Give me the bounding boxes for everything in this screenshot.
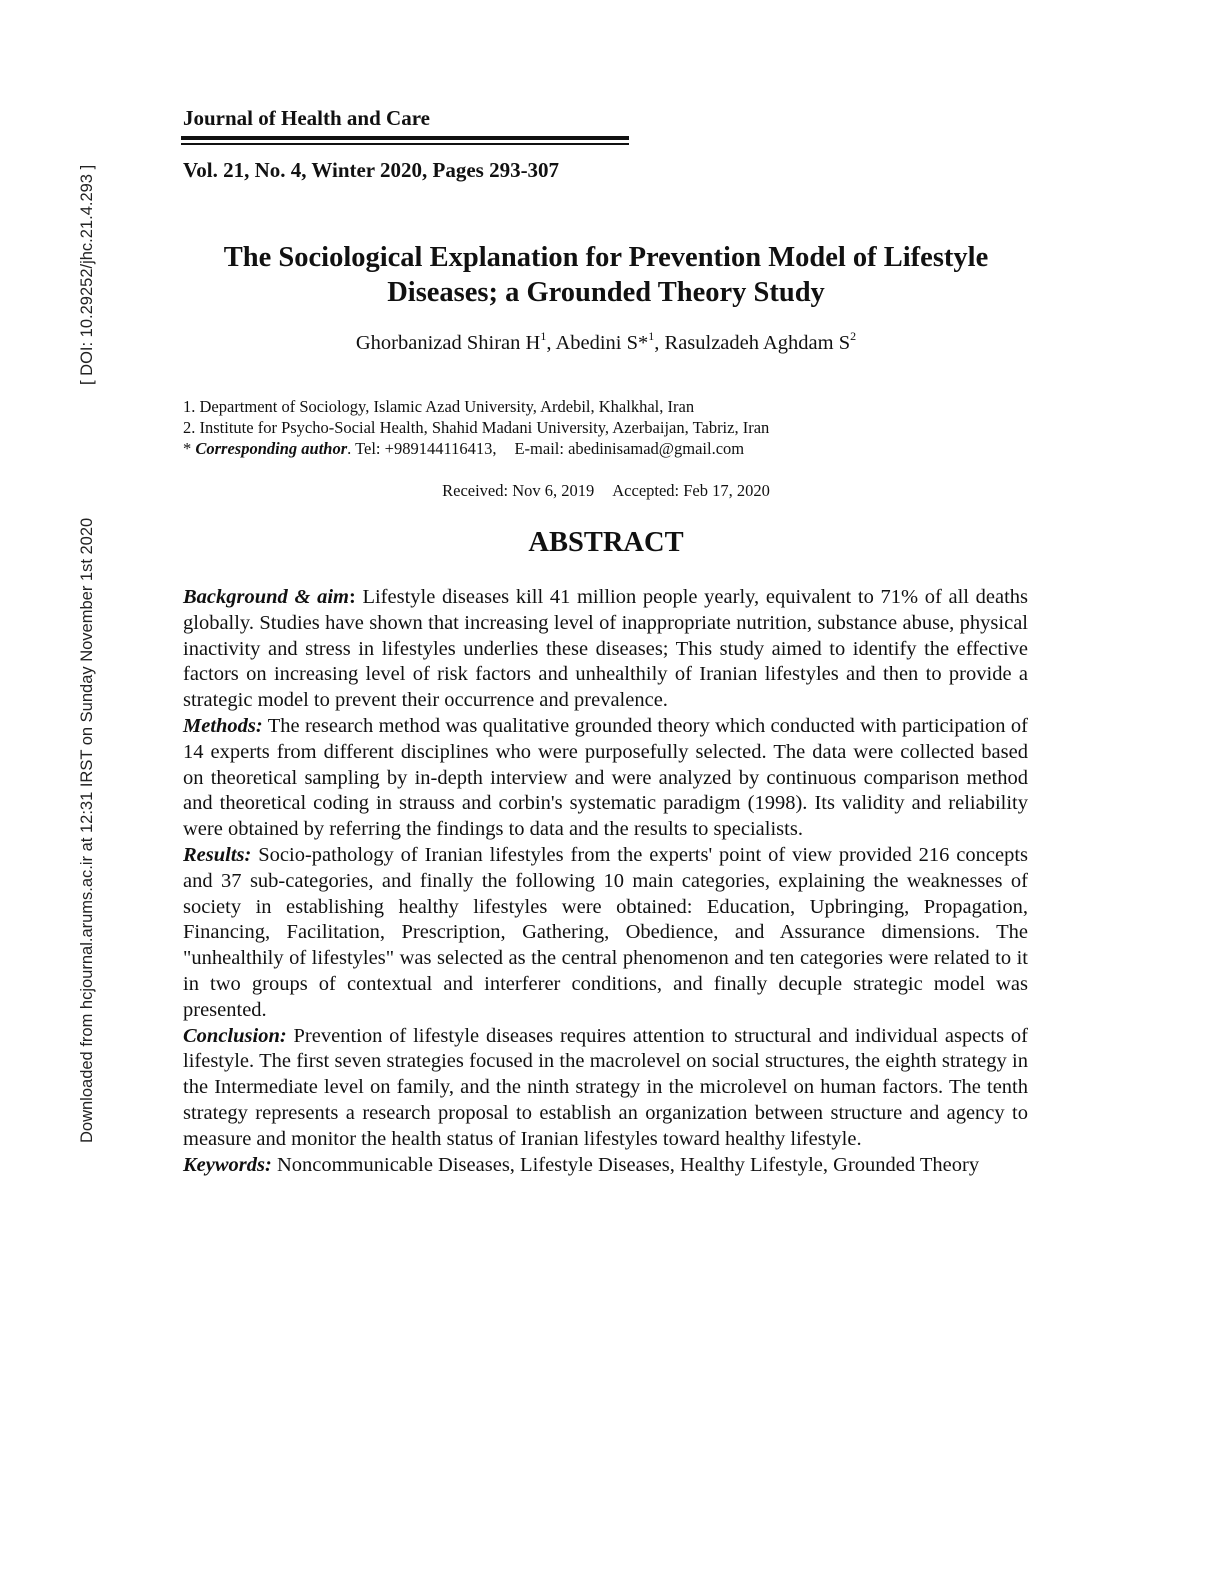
author-separator: , — [546, 332, 556, 354]
affiliation-line: 1. Department of Sociology, Islamic Azad University, Ardebil, Khalkhal, Iran — [183, 397, 695, 416]
results-text: Socio-pathology of Iranian lifestyles from the experts' point of view provided 216 concepts and 37 sub-categories, and finally the following 10 main categories, explaining the weaknesses of society in establishing healthy lifestyles were obtained: Education, Upbringing, Propagation, Financing, Facilitation, Prescription, Gathering, Obedience, and Assurance dimensions. The "unhealthily of lifestyles" was selected as the central phenomenon and ten categories were related to it in two groups of contextual and interferer conditions, and finally decuple strategic model was presented. — [183, 843, 1028, 1021]
abstract-results — [183, 843, 1028, 1024]
doi-stamp: [ DOI: 10.29252/jhc.21.4.293 ] — [78, 164, 96, 385]
abstract-heading: ABSTRACT — [528, 527, 684, 558]
author-affiliation-mark: 1 — [648, 329, 655, 343]
methods-text: The research method was qualitative grounded theory which conducted with participation of 14 experts from different disciplines who were purposefully selected. The data were collected based on theoretical sampling by in-depth interview and were analyzed by continuous comparison method and theoretical coding in strauss and corbin's systematic paradigm (1998). Its validity and reliability were obtained by referring the findings to data and the results to specialists. — [183, 714, 1028, 841]
keywords-text: Noncommunicable Diseases, Lifestyle Diseases, Healthy Lifestyle, Grounded Theory — [271, 1153, 980, 1176]
abstract-conclusion — [183, 1024, 1028, 1153]
conclusion-label: Conclusion: — [183, 1024, 287, 1047]
background-label: Background & aim — [183, 586, 349, 608]
header-rule-thin — [181, 143, 629, 145]
volume-info: Vol. 21, No. 4, Winter 2020, Pages 293-307 — [183, 158, 560, 182]
corresponding-prefix: * — [183, 439, 196, 458]
submission-dates — [183, 481, 1029, 501]
abstract-keywords — [183, 1153, 1028, 1179]
corresponding-line — [183, 438, 1029, 459]
author-affiliation-mark: 1 — [540, 329, 547, 343]
results-label: Results: — [183, 843, 252, 866]
side-stamp — [20, 135, 140, 1145]
corresponding-tel: . Tel: +989144116413, — [347, 439, 497, 458]
author-name: Ghorbanizad Shiran H — [355, 332, 541, 354]
author-separator: , — [654, 332, 665, 354]
abstract-methods — [183, 714, 1028, 843]
header-rule-thick — [181, 136, 629, 140]
affiliations — [183, 396, 1029, 459]
keywords-label: Keywords: — [183, 1153, 272, 1176]
corresponding-label: Corresponding author — [195, 439, 348, 458]
background-text: Lifestyle diseases kill 41 million people yearly, equivalent to 71% of all deaths globally. Studies have shown that increasing level of inappropriate nutrition, substance abuse, physical inactivity and stress in lifestyles underlies these diseases; This study aimed to identify the effective factors on increasing level of risk factors and unhealthily of Iranian lifestyles and then to provide a strategic model to prevent their occurrence and prevalence. — [183, 586, 1028, 712]
author-name: Rasulzadeh Aghdam S — [664, 332, 851, 354]
abstract-background — [183, 585, 1028, 714]
accepted-date: Accepted: Feb 17, 2020 — [612, 481, 770, 500]
received-date: Received: Nov 6, 2019 — [442, 481, 595, 500]
author-name: Abedini S* — [555, 332, 649, 354]
corresponding-email: E-mail: abedinisamad@gmail.com — [514, 439, 745, 458]
affiliation-line: 2. Institute for Psycho-Social Health, Shahid Madani University, Azerbaijan, Tabriz, Iran — [183, 418, 770, 437]
article-title: The Sociological Explanation for Prevention Model of Lifestyle Diseases; a Grounded Theory Study — [223, 242, 989, 308]
author-list — [183, 329, 1029, 355]
abstract-body — [183, 585, 1028, 1178]
methods-label: Methods: — [183, 714, 263, 737]
download-stamp: Downloaded from hcjournal.arums.ac.ir at 12:31 IRST on Sunday November 1st 2020 — [78, 517, 96, 1143]
author-affiliation-mark: 2 — [850, 329, 857, 343]
journal-name: Journal of Health and Care — [183, 106, 430, 130]
background-colon: : — [348, 586, 356, 608]
conclusion-text: Prevention of lifestyle diseases requires attention to structural and individual aspects of lifestyle. The first seven strategies focused in the macrolevel on social structures, the eighth strategy in the Intermediate level on family, and the ninth strategy in the microlevel on human factors. The tenth strategy represents a research proposal to establish an organization between structure and agency to measure and monitor the health status of Iranian lifestyles toward healthy lifestyle. — [183, 1024, 1028, 1150]
